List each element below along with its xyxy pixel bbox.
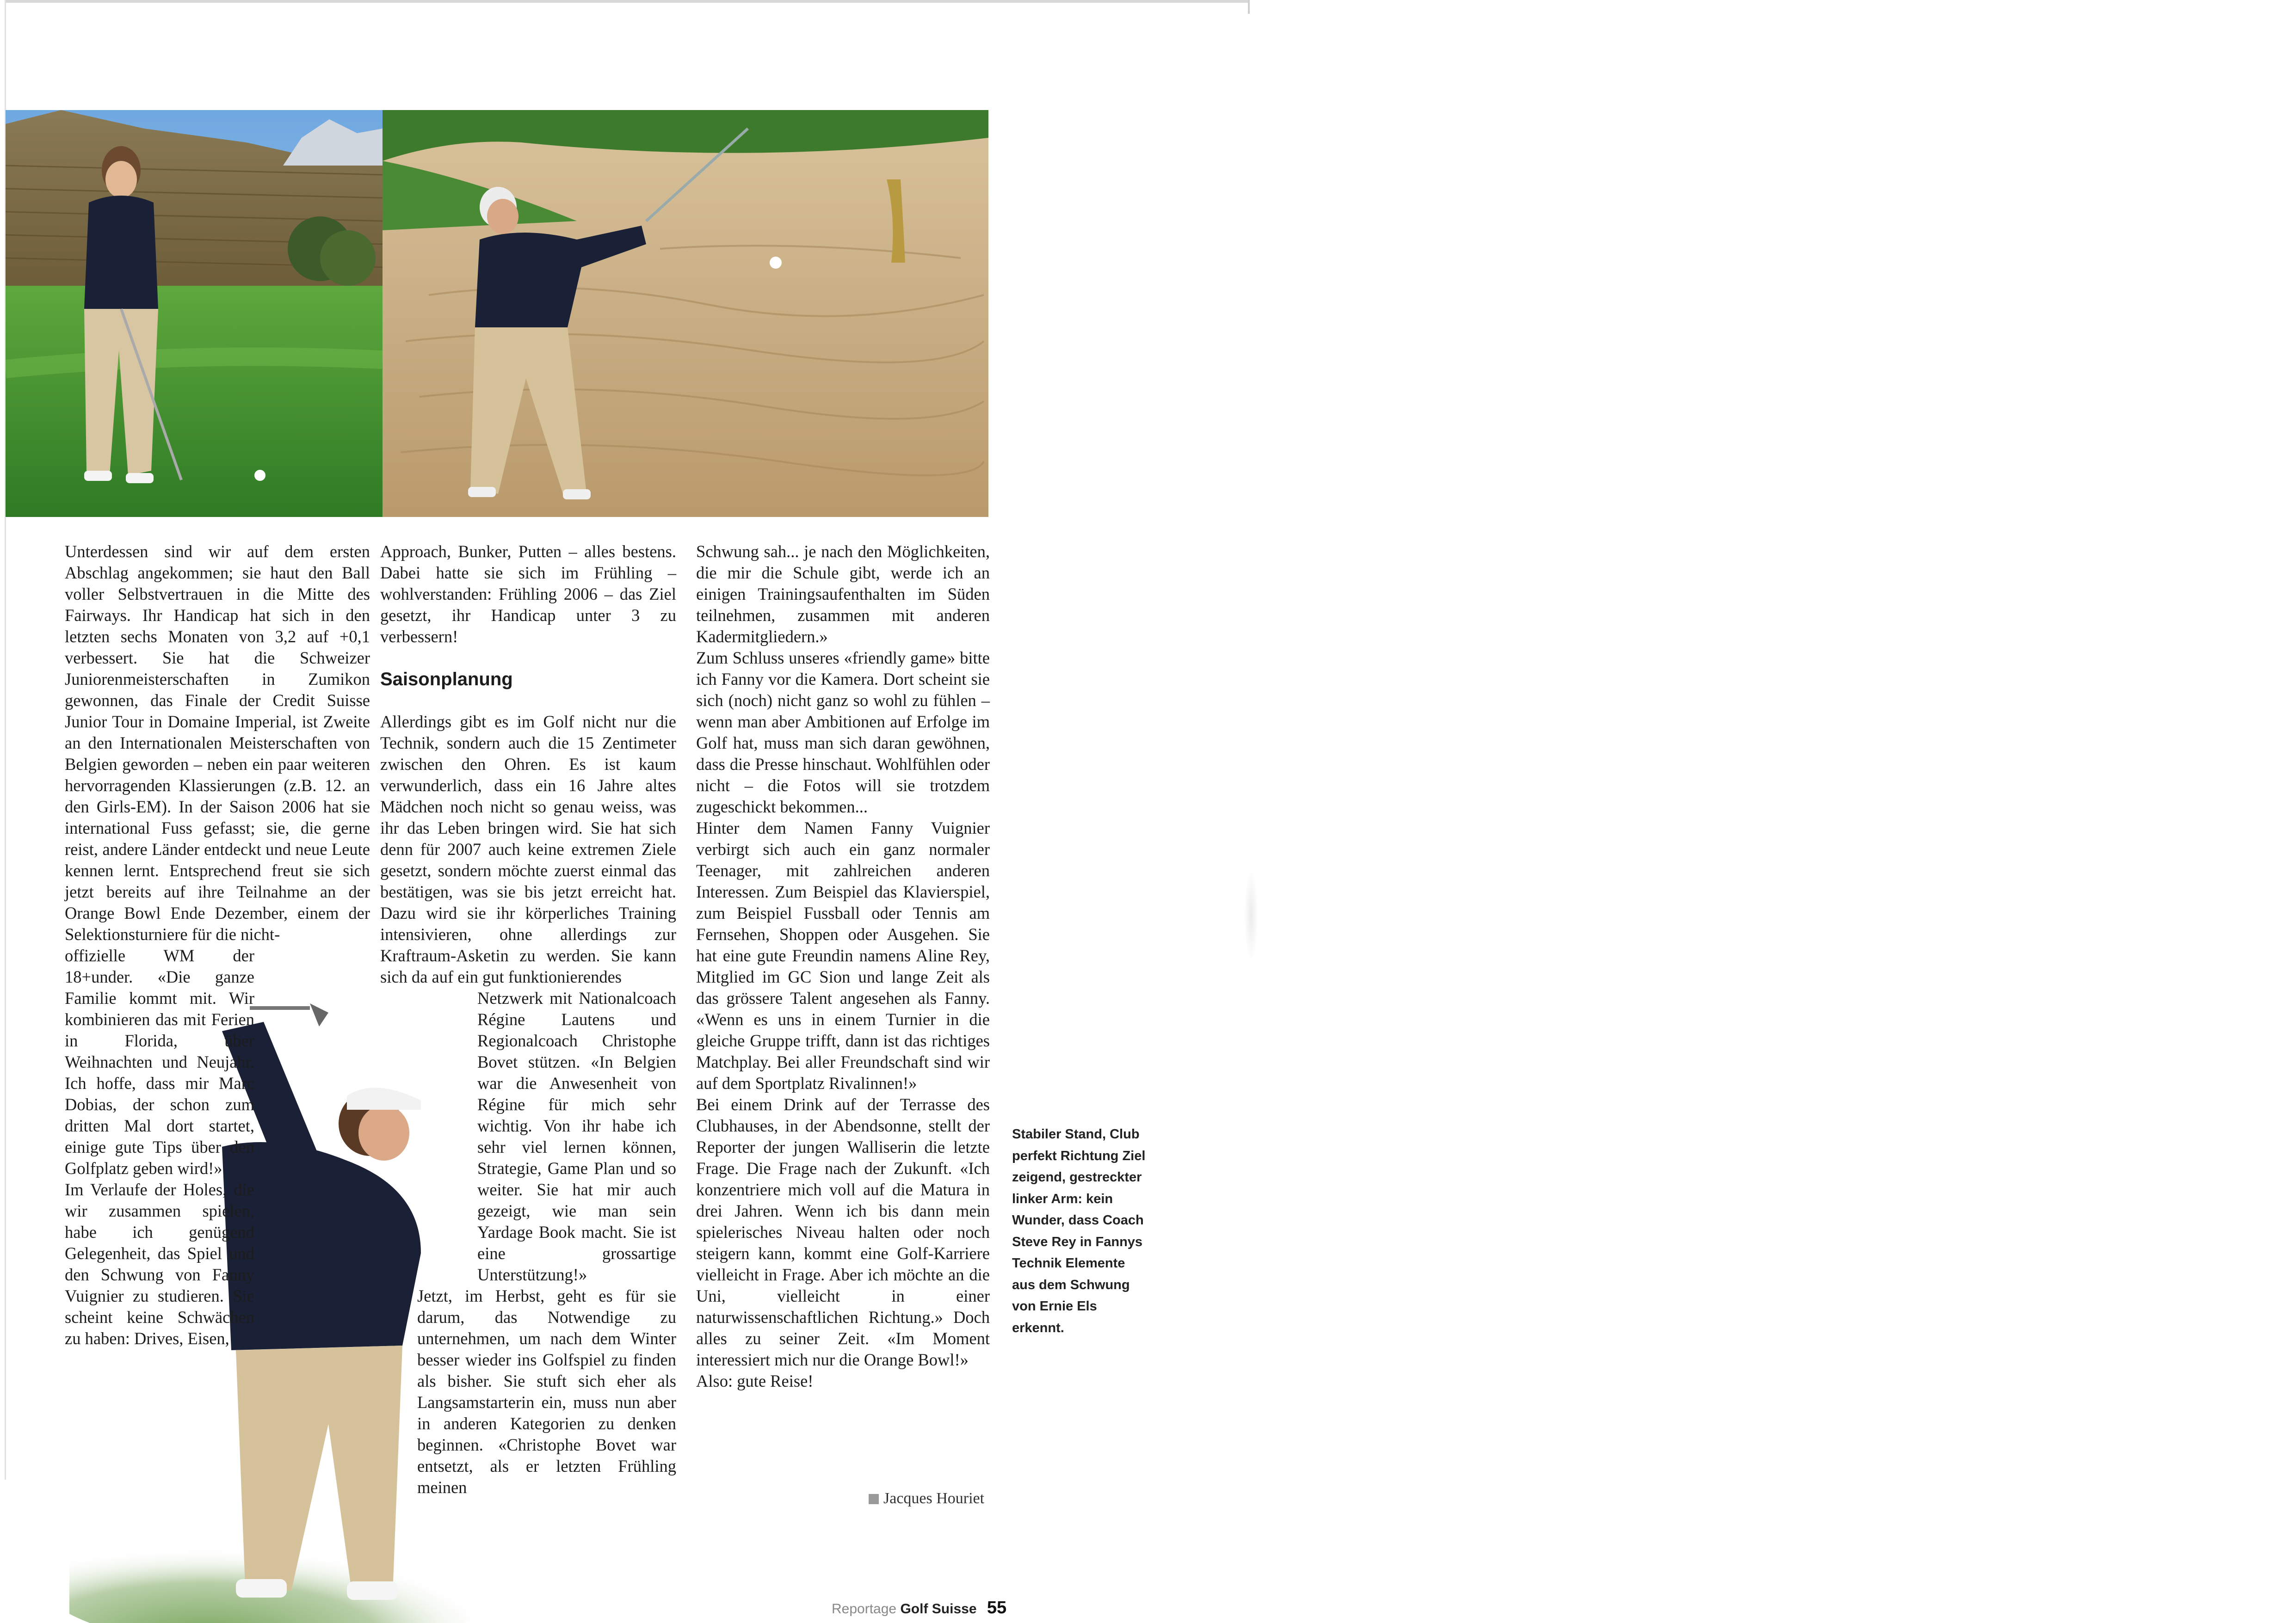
paragraph: Schwung sah... je nach den Möglichkeiten, die mir die Schule gibt, werde ich an einigen Trainingsaufenthalten im Süden teilnehmen, zusammen mit anderen Kadermitgliedern.»: [696, 542, 990, 646]
page-number: 55: [987, 1598, 1007, 1617]
paragraph: Im Verlaufe der Holes, die wir zusammen spielen, habe ich genügend Gelegenheit, das Spiel und den Schwung von Fanny Vuignier zu studieren. Sie scheint keine Schwächen zu haben: Drives, Eisen,: [65, 1180, 254, 1348]
paragraph: Hinter dem Namen Fanny Vuignier verbirgt sich auch ein ganz normaler Teenager, mit zahlreichen anderen Interessen. Zum Beispiel das Klavierspiel, zum Beispiel Fussball oder Tennis am Fernsehen, Shoppen oder Ausgehen. Sie hat eine gute Freundin namens Aline Rey, Mitglied im GC Sion und lange Zeit als das grössere Talent angesehen als Fanny. «Wenn es uns in einem Turnier in die gleiche Gruppe trifft, dann ist das richtiges Matchplay. Bei aller Freundschaft sind wir auf dem Sportplatz Rivalinnen!»: [696, 818, 990, 1093]
paragraph: Netzwerk mit Nationalcoach Régine Lautens und Regionalcoach Christophe Bovet stützen. «In Belgien war die Anwesenheit von Régine für mich sehr wichtig. Von ihr habe ich sehr viel lernen können, Strategie, Game Plan und so weiter. Sie hat mir auch gezeigt, wie man sein Yardage Book macht. Sie ist eine grossartige Unterstützung!»: [477, 989, 676, 1284]
footer-section: Reportage: [832, 1601, 897, 1617]
author-byline: [869, 1490, 984, 1507]
paragraph: Also: gute Reise!: [696, 1371, 814, 1390]
paragraph: offizielle WM der 18+under. «Die ganze Familie kommt mit. Wir kombinieren das mit Ferien in Florida, über Weihnachten und Neujahr. Ich hoffe, dass mir Marc Dobias, der schon zum dritten Mal dort startet, einige gute Tips über den Golfplatz geben wird!»: [65, 946, 254, 1178]
footer-magazine: Golf Suisse: [900, 1601, 977, 1617]
paragraph: Unterdessen sind wir auf dem ersten Abschlag angekommen; sie haut den Ball voller Selbstvertrauen in die Mitte des Fairways. Ihr Handicap hat sich in den letzten sechs Monaten von 3,2 auf +0,1 verbessert. Sie hat die Schweizer Juniorenmeisterschaften in Zumikon gewonnen, das Finale der Credit Suisse Junior Tour in Domaine Imperial, ist Zweite an den Internationalen Meisterschaften von Belgien geworden – neben ein paar weiteren hervorragenden Klassierungen (z.B. 12. an den Girls-EM). In der Saison 2006 hat sie international Fuss gefasst; sie, die gerne reist, andere Länder entdeckt und neue Leute kennen lernt. Entsprechend freut sie sich jetzt bereits auf ihre Teilnahme an der Orange Bowl Ende Dezember, einem der Selektionsturniere für die nicht-: [65, 542, 370, 944]
paragraph: Approach, Bunker, Putten – alles bestens. Dabei hatte sie sich im Frühling – wohlverstanden: Frühling 2006 – das Ziel gesetzt, ihr Handicap unter 3 zu verbessern!: [380, 542, 676, 646]
section-heading: Saisonplanung: [380, 669, 513, 689]
square-bullet-icon: [869, 1494, 879, 1504]
paragraph: Jetzt, im Herbst, geht es für sie darum, das Notwendige zu unternehmen, um nach dem Winter besser wieder ins Golfspiel zu finden als bisher. Sie stuft sich eher als Langsamstarterin ein, muss nun aber in anderen Kategorien zu denken beginnen. «Christophe Bovet war entsetzt, als er letzten Frühling meinen: [417, 1286, 676, 1497]
photo-putting: [6, 110, 383, 517]
photo-caption: Stabiler Stand, Club perfekt Richtung Ziel zeigend, gestreckter linker Arm: kein Wunder, dass Coach Steve Rey in Fannys Technik Elemente aus dem Schwung von Ernie Els erkennt.: [1012, 1127, 1146, 1335]
photo-bunker: [383, 110, 988, 517]
paragraph: Allerdings gibt es im Golf nicht nur die Technik, sondern auch die 15 Zentimeter zwischen den Ohren. Es ist kaum verwunderlich, dass ein 16 Jahre altes Mädchen noch nicht so genau weiss, was ihr das Leben bringen wird. Sie hat sich denn für 2007 auch keine extremen Ziele gesetzt, sondern möchte zuerst einmal das bestätigen, was sie bis jetzt erreicht hat. Dazu wird sie ihr körperliches Training intensivieren, ohne allerdings zur Kraftraum-Asketin zu werden. Sie kann sich da auf ein gut funktionierendes: [380, 712, 676, 986]
text-column-2: [380, 541, 676, 1498]
scan-top-border: [5, 0, 1249, 3]
page-footer: [832, 1598, 1006, 1618]
scan-right-mark: [1248, 0, 1250, 14]
author-name: Jacques Houriet: [883, 1490, 985, 1507]
paragraph: Bei einem Drink auf der Terrasse des Clubhauses, in der Abendsonne, stellt der Reporter der jungen Walliserin die letzte Frage. Die Frage nach der Zukunft. «Ich konzentriere mich voll auf die Matura in drei Jahren. Wenn ich bis dann mein spielerisches Niveau halten oder noch steigern kann, kommt eine Golf-Karriere vielleicht in Frage. Aber ich möchte an die Uni, vielleicht in einer naturwissenschaftlichen Richtung.» Doch alles zu seiner Zeit. «Im Moment interessiert mich nur die Orange Bowl!»: [696, 1095, 990, 1369]
scan-smudge: [1244, 869, 1258, 962]
text-column-3: [696, 541, 990, 1392]
paragraph: Zum Schluss unseres «friendly game» bitte ich Fanny vor die Kamera. Dort scheint sie sich (noch) nicht ganz so wohl zu fühlen – wenn man aber Ambitionen auf Erfolge im Golf hat, muss man sich daran gewöhnen, dass die Presse hinschaut. Wohlfühlen oder nicht – die Fotos will sie trotzdem zugeschickt bekommen...: [696, 648, 990, 816]
text-column-1: [65, 541, 370, 1349]
